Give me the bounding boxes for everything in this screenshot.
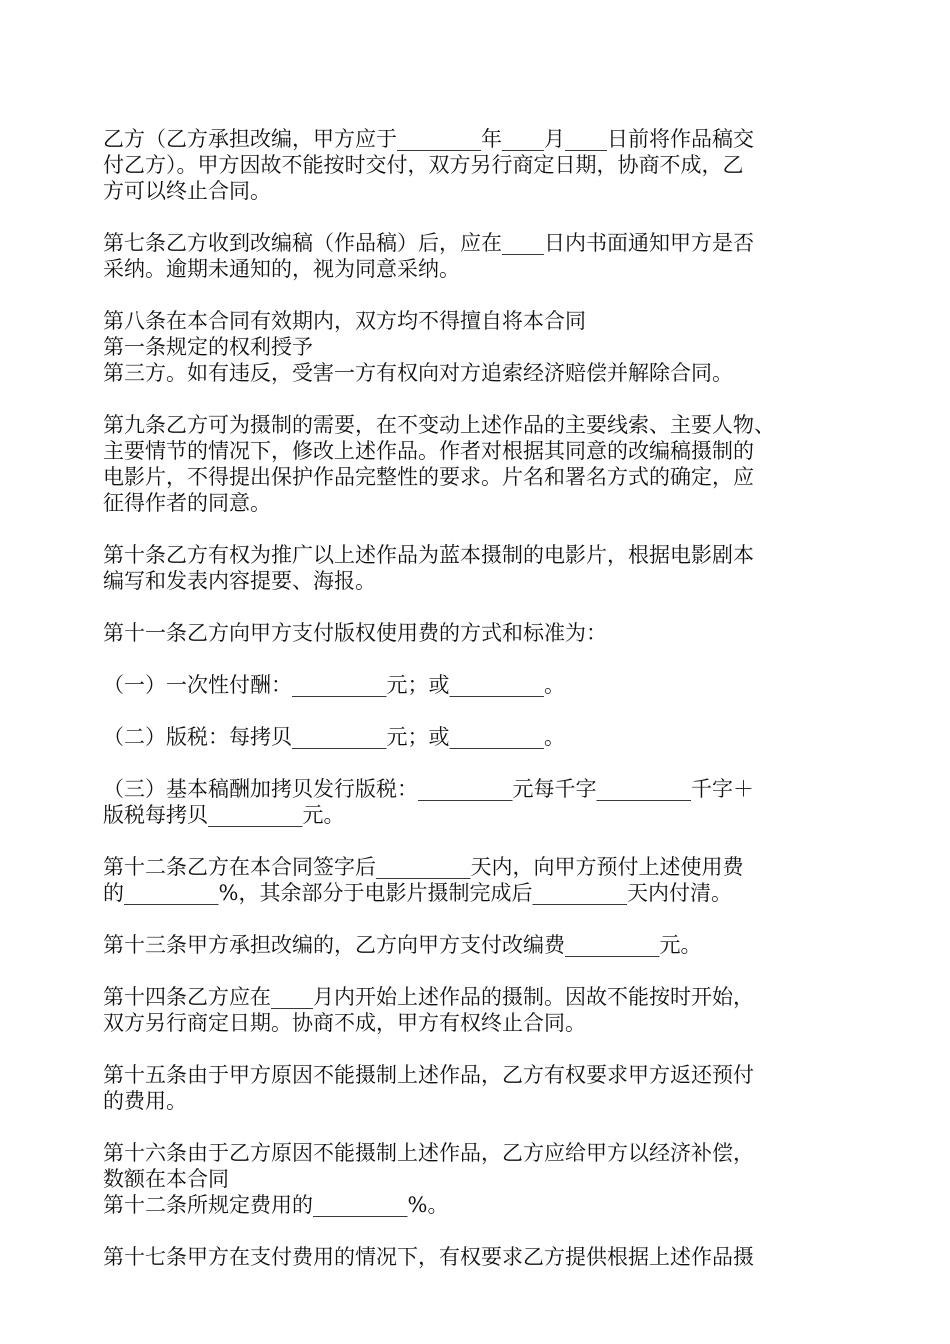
text-line: 第十七条甲方在支付费用的情况下，有权要求乙方提供根据上述作品摄 [103, 1245, 754, 1269]
document-paragraph [103, 1062, 863, 1114]
text-line: 第十二条乙方在本合同签字后_________天内，向甲方预付上述使用费 [103, 855, 744, 879]
document-paragraph [103, 308, 863, 386]
text-line: 的费用。 [103, 1089, 187, 1113]
text-line: 第十五条由于甲方原因不能摄制上述作品，乙方有权要求甲方返还预付 [103, 1063, 754, 1087]
text-line: 数额在本合同 [103, 1167, 229, 1191]
document-paragraph [103, 412, 863, 516]
text-line: （一）一次性付酬：_________元；或_________。 [103, 673, 565, 697]
text-line: 编写和发表内容提要、海报。 [103, 569, 376, 593]
text-line: 第十三条甲方承担改编的，乙方向甲方支付改编费_________元。 [103, 933, 702, 957]
text-line: 第十条乙方有权为推广以上述作品为蓝本摄制的电影片，根据电影剧本 [103, 543, 754, 567]
text-line: 第十一条乙方向甲方支付版权使用费的方式和标准为： [103, 621, 607, 645]
document-paragraph [103, 724, 863, 750]
text-line: （三）基本稿酬加拷贝发行版税：_________元每千字_________千字＋ [103, 777, 754, 801]
document-paragraph [103, 542, 863, 594]
text-line: 乙方（乙方承担改编，甲方应于________年____月____日前将作品稿交 [103, 127, 754, 151]
text-line: 第三方。如有违反，受害一方有权向对方追索经济赔偿并解除合同。 [103, 361, 733, 385]
text-line: 征得作者的同意。 [103, 491, 271, 515]
text-line: （二）版税：每拷贝_________元；或_________。 [103, 725, 565, 749]
text-line: 第七条乙方收到改编稿（作品稿）后，应在____日内书面通知甲方是否 [103, 231, 754, 255]
text-line: 版税每拷贝_________元。 [103, 803, 345, 827]
document-paragraph [103, 672, 863, 698]
document-paragraph [103, 932, 863, 958]
text-line: 第九条乙方可为摄制的需要，在不变动上述作品的主要线索、主要人物、 [103, 413, 775, 437]
text-line: 的_________%，其余部分于电影片摄制完成后_________天内付清。 [103, 881, 732, 905]
text-line: 第一条规定的权利授予 [103, 335, 313, 359]
document-paragraph [103, 126, 863, 204]
document-paragraph [103, 1140, 863, 1218]
text-line: 第十六条由于乙方原因不能摄制上述作品，乙方应给甲方以经济补偿， [103, 1141, 754, 1165]
text-line: 采纳。逾期未通知的，视为同意采纳。 [103, 257, 460, 281]
text-line: 主要情节的情况下，修改上述作品。作者对根据其同意的改编稿摄制的 [103, 439, 754, 463]
document-paragraph [103, 776, 863, 828]
document-paragraph [103, 620, 863, 646]
document-paragraph [103, 854, 863, 906]
text-line: 电影片，不得提出保护作品完整性的要求。片名和署名方式的确定，应 [103, 465, 754, 489]
text-line: 第十二条所规定费用的_________%。 [103, 1193, 449, 1217]
text-line: 第十四条乙方应在____月内开始上述作品的摄制。因故不能按时开始， [103, 985, 754, 1009]
document-paragraph [103, 984, 863, 1036]
document-body [103, 126, 863, 1296]
document-paragraph [103, 1244, 863, 1270]
text-line: 付乙方）。甲方因故不能按时交付，双方另行商定日期，协商不成，乙 [103, 153, 744, 177]
text-line: 第八条在本合同有效期内，双方均不得擅自将本合同 [103, 309, 586, 333]
document-paragraph [103, 230, 863, 282]
text-line: 方可以终止合同。 [103, 179, 271, 203]
text-line: 双方另行商定日期。协商不成，甲方有权终止合同。 [103, 1011, 586, 1035]
